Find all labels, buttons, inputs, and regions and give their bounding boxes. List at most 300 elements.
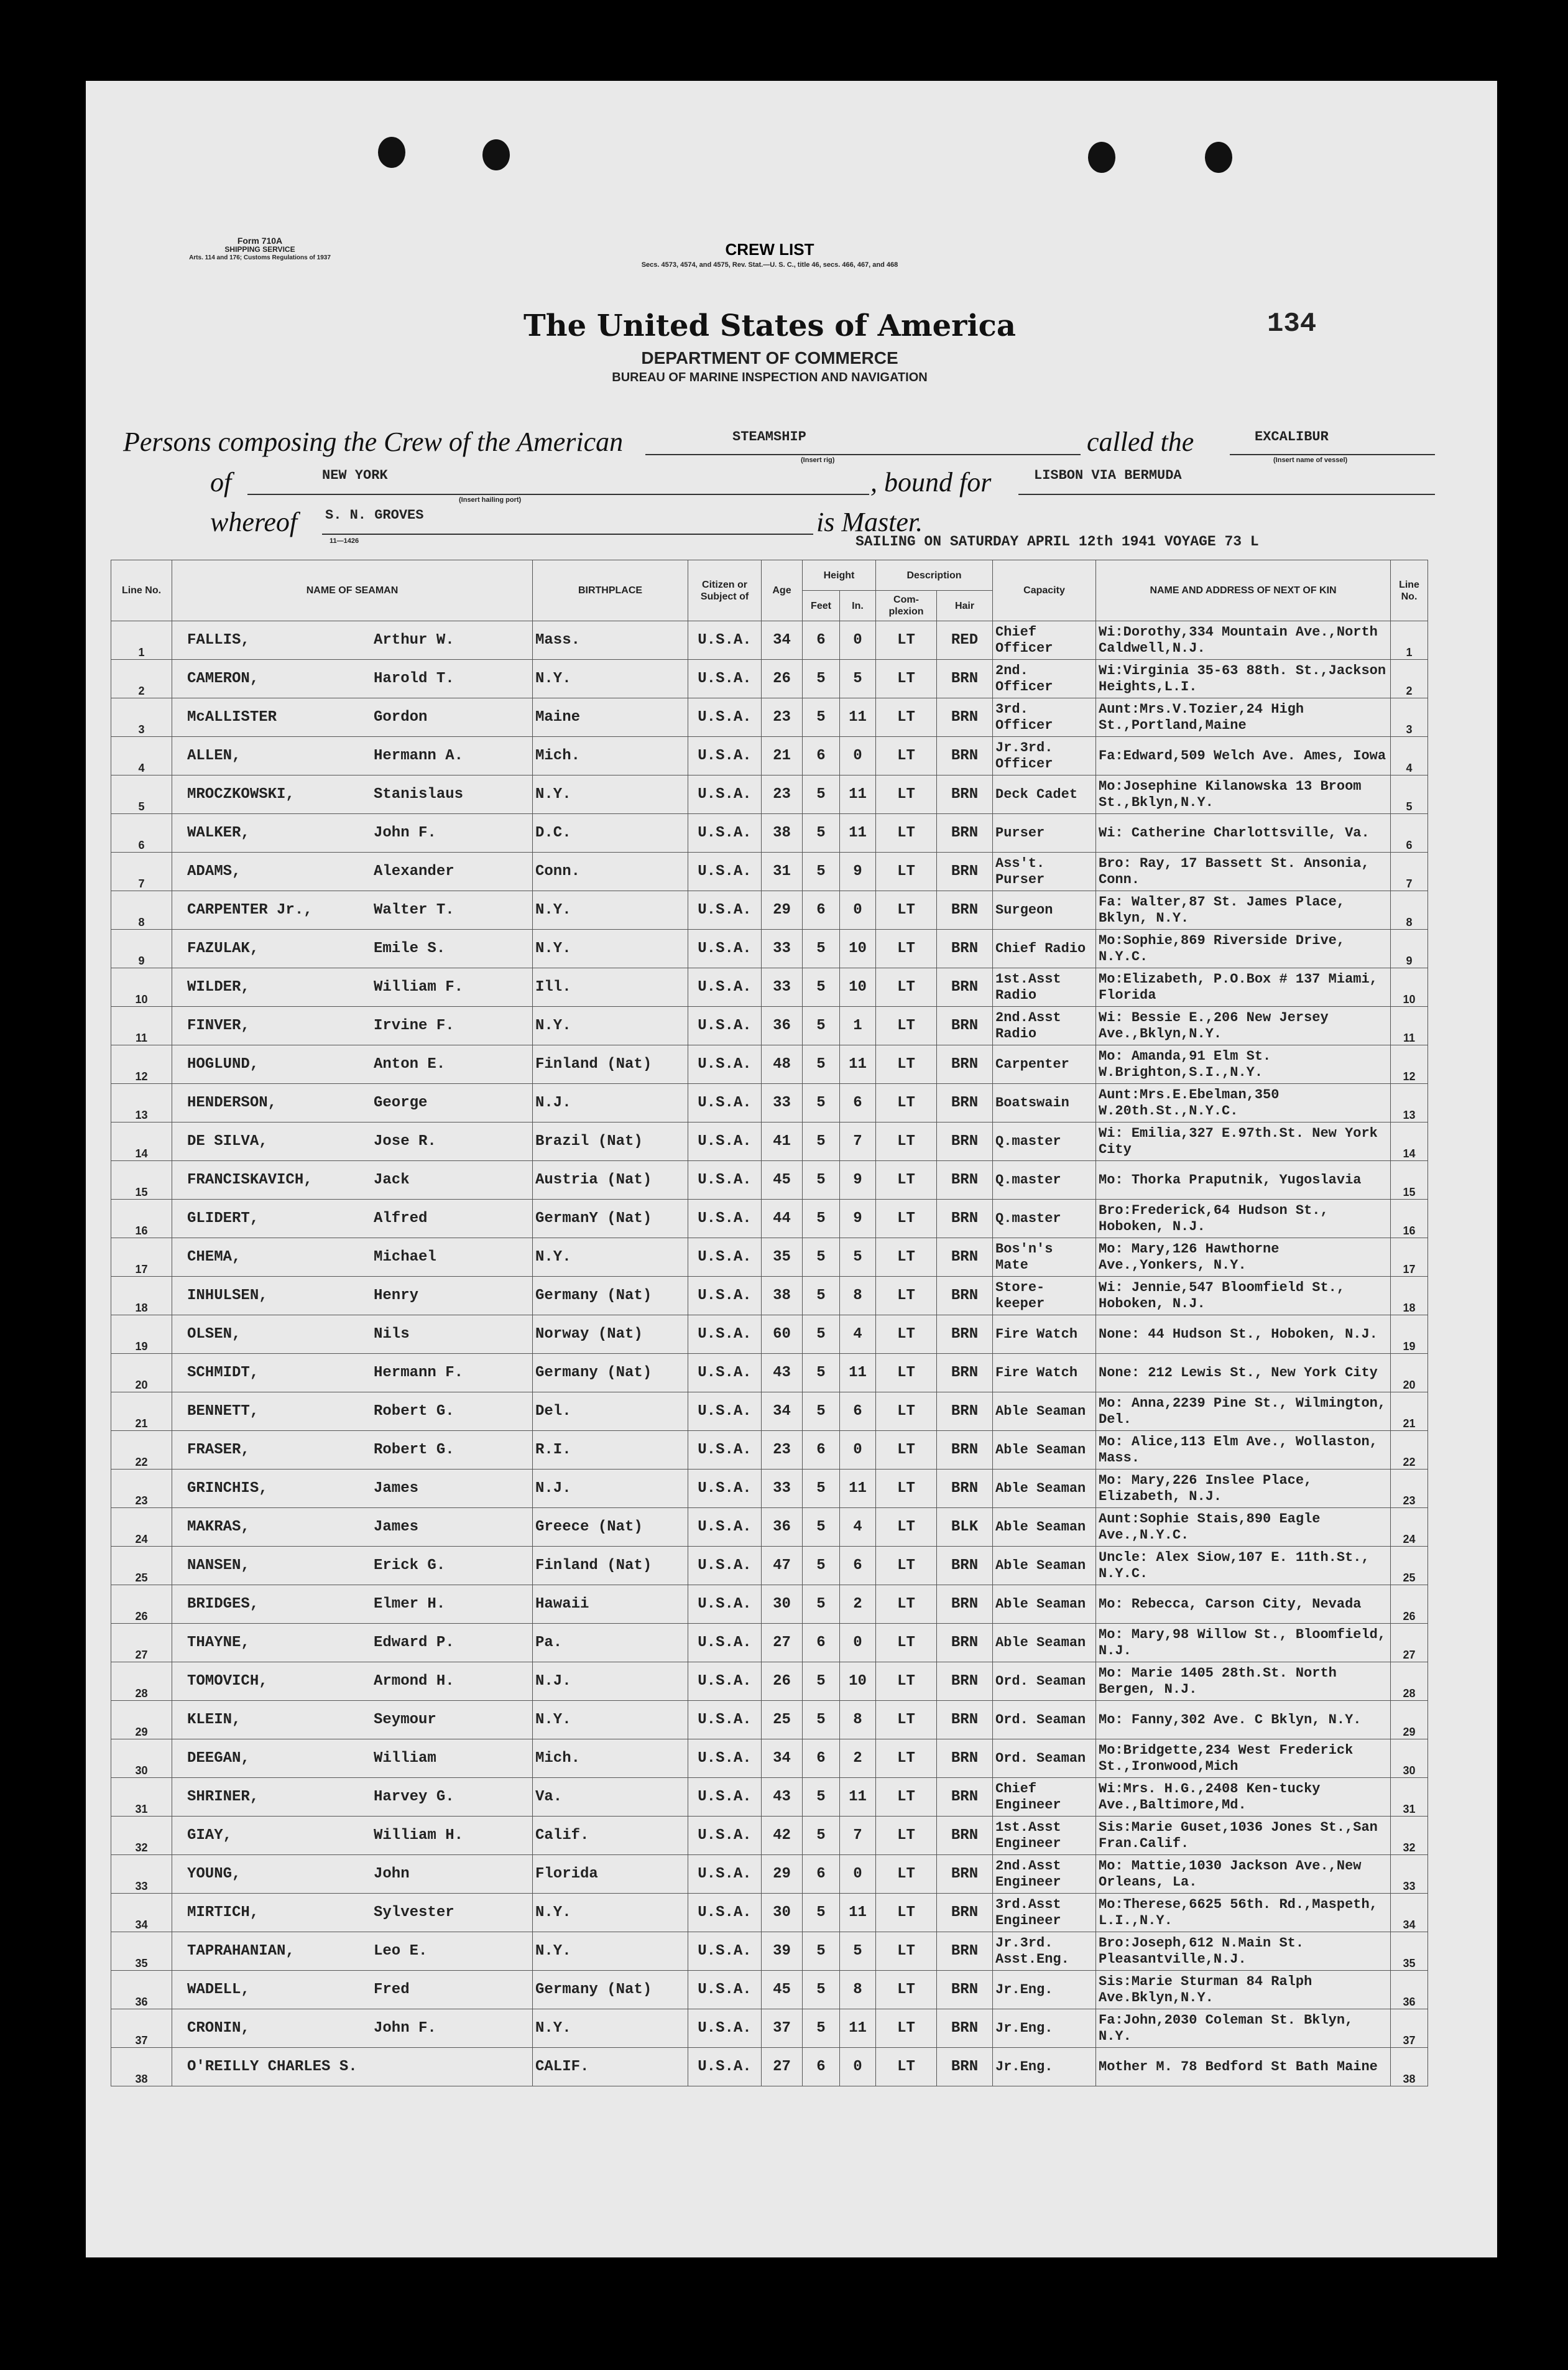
row-birthplace: N.J. [533, 1662, 688, 1701]
row-age: 23 [762, 698, 803, 737]
vessel-line [1230, 454, 1435, 455]
row-name [172, 1007, 533, 1045]
row-next-of-kin: Wi: Emilia,327 E.97th.St. New York City [1096, 1123, 1391, 1161]
row-complexion: LT [876, 1894, 937, 1932]
row-next-of-kin: Sis:Marie Guset,1036 Jones St.,San Fran.Calif. [1096, 1817, 1391, 1855]
table-row [111, 930, 1428, 968]
row-complexion: LT [876, 1624, 937, 1662]
row-line-no: 9 [111, 930, 172, 968]
row-inches: 7 [840, 1817, 876, 1855]
row-inches: 11 [840, 698, 876, 737]
seaman-given-name: Jose R. [374, 1133, 436, 1150]
seaman-surname: NANSEN, [187, 1557, 250, 1574]
row-line-no-right: 25 [1391, 1547, 1428, 1585]
row-line-no-right: 37 [1391, 2009, 1428, 2048]
row-next-of-kin: Wi: Bessie E.,206 New Jersey Ave.,Bklyn,N.Y. [1096, 1007, 1391, 1045]
table-row [111, 737, 1428, 775]
row-line-no: 15 [111, 1161, 172, 1200]
row-complexion: LT [876, 930, 937, 968]
row-citizen: U.S.A. [688, 1392, 762, 1431]
row-hair: BRN [937, 1315, 993, 1354]
crew-rows [111, 621, 1428, 2086]
table-row [111, 1778, 1428, 1817]
row-complexion: LT [876, 621, 937, 660]
row-next-of-kin: Fa: Walter,87 St. James Place, Bklyn, N.Y. [1096, 891, 1391, 930]
row-next-of-kin: Mo: Anna,2239 Pine St., Wilmington, Del. [1096, 1392, 1391, 1431]
row-birthplace: N.Y. [533, 930, 688, 968]
row-hair: BRN [937, 1855, 993, 1894]
row-feet: 5 [803, 1200, 840, 1238]
row-next-of-kin: Mo:Elizabeth, P.O.Box # 137 Miami, Florida [1096, 968, 1391, 1007]
row-line-no: 33 [111, 1855, 172, 1894]
row-name [172, 698, 533, 737]
form-service: SHIPPING SERVICE [224, 245, 295, 254]
row-next-of-kin: Mo: Mary,226 Inslee Place, Elizabeth, N.J. [1096, 1470, 1391, 1508]
row-inches: 1 [840, 1007, 876, 1045]
seaman-surname: TOMOVICH, [187, 1673, 268, 1690]
row-age: 38 [762, 814, 803, 853]
row-complexion: LT [876, 1855, 937, 1894]
seaman-surname: GIAY, [187, 1827, 233, 1844]
row-hair: RED [937, 621, 993, 660]
row-capacity: Able Seaman [993, 1392, 1096, 1431]
header-line-no-right: Line No. [1391, 560, 1428, 621]
row-line-no-right: 21 [1391, 1392, 1428, 1431]
row-citizen: U.S.A. [688, 1585, 762, 1624]
row-hair: BRN [937, 2009, 993, 2048]
master-line [322, 534, 813, 535]
row-birthplace: N.Y. [533, 1007, 688, 1045]
vessel-name: EXCALIBUR [1255, 429, 1329, 445]
row-line-no-right: 23 [1391, 1470, 1428, 1508]
row-next-of-kin: Wi:Mrs. H.G.,2408 Ken-tucky Ave.,Baltimore,Md. [1096, 1778, 1391, 1817]
row-line-no-right: 2 [1391, 660, 1428, 698]
row-name [172, 1470, 533, 1508]
seaman-surname: KLEIN, [187, 1711, 241, 1728]
row-line-no-right: 36 [1391, 1971, 1428, 2009]
row-line-no: 37 [111, 2009, 172, 2048]
row-name [172, 1971, 533, 2009]
row-next-of-kin: Mo: Alice,113 Elm Ave., Wollaston, Mass. [1096, 1431, 1391, 1470]
row-name [172, 1778, 533, 1817]
seaman-surname: CHEMA, [187, 1249, 241, 1266]
row-citizen: U.S.A. [688, 775, 762, 814]
row-next-of-kin: Sis:Marie Sturman 84 Ralph Ave.Bklyn,N.Y. [1096, 1971, 1391, 2009]
header-capacity: Capacity [993, 560, 1096, 621]
row-hair: BRN [937, 891, 993, 930]
table-row [111, 1547, 1428, 1585]
row-line-no: 18 [111, 1277, 172, 1315]
row-hair: BRN [937, 1971, 993, 2009]
row-line-no-right: 8 [1391, 891, 1428, 930]
persons-label: Persons composing the Crew of the American [123, 427, 624, 457]
row-age: 23 [762, 775, 803, 814]
row-line-no-right: 17 [1391, 1238, 1428, 1277]
row-complexion: LT [876, 891, 937, 930]
row-line-no-right: 38 [1391, 2048, 1428, 2086]
seaman-surname: MIRTICH, [187, 1904, 259, 1921]
row-birthplace: Germany (Nat) [533, 1971, 688, 2009]
seaman-given-name: Hermann A. [374, 748, 464, 764]
table-row [111, 1084, 1428, 1123]
row-birthplace: Va. [533, 1778, 688, 1817]
row-next-of-kin: Bro:Frederick,64 Hudson St., Hoboken, N.J. [1096, 1200, 1391, 1238]
table-row [111, 1739, 1428, 1778]
seaman-given-name: Stanislaus [374, 786, 464, 803]
row-capacity: Bos'n's Mate [993, 1238, 1096, 1277]
row-age: 34 [762, 1392, 803, 1431]
row-capacity: Jr.Eng. [993, 2048, 1096, 2086]
row-birthplace: GermanY (Nat) [533, 1200, 688, 1238]
row-capacity: Chief Engineer [993, 1778, 1096, 1817]
row-inches: 6 [840, 1084, 876, 1123]
row-feet: 5 [803, 1585, 840, 1624]
table-row [111, 1624, 1428, 1662]
row-inches: 2 [840, 1585, 876, 1624]
row-line-no-right: 28 [1391, 1662, 1428, 1701]
row-complexion: LT [876, 1585, 937, 1624]
statute-reference: Secs. 4573, 4574, and 4575, Rev. Stat.—U. S. C., title 46, secs. 466, 467, and 468 [641, 261, 898, 269]
row-hair: BRN [937, 1045, 993, 1084]
seaman-given-name: John F. [374, 825, 436, 841]
row-citizen: U.S.A. [688, 1123, 762, 1161]
table-row [111, 814, 1428, 853]
seaman-given-name: Harold T. [374, 670, 454, 687]
row-citizen: U.S.A. [688, 1238, 762, 1277]
row-capacity: Deck Cadet [993, 775, 1096, 814]
crew-list-document [86, 81, 1497, 2257]
row-inches: 0 [840, 621, 876, 660]
row-next-of-kin: Mo: Mary,126 Hawthorne Ave.,Yonkers, N.Y. [1096, 1238, 1391, 1277]
seaman-given-name: Arthur W. [374, 632, 454, 649]
row-age: 26 [762, 660, 803, 698]
row-citizen: U.S.A. [688, 968, 762, 1007]
row-age: 38 [762, 1277, 803, 1315]
row-birthplace: N.Y. [533, 660, 688, 698]
seaman-surname: MAKRAS, [187, 1519, 250, 1535]
port-hint: (Insert hailing port) [459, 496, 522, 504]
row-inches: 11 [840, 1470, 876, 1508]
row-line-no-right: 29 [1391, 1701, 1428, 1739]
row-citizen: U.S.A. [688, 814, 762, 853]
row-hair: BRN [937, 1739, 993, 1778]
row-capacity: Able Seaman [993, 1585, 1096, 1624]
row-age: 25 [762, 1701, 803, 1739]
row-feet: 6 [803, 1855, 840, 1894]
table-row [111, 1585, 1428, 1624]
row-next-of-kin: Mo: Mattie,1030 Jackson Ave.,New Orleans, La. [1096, 1855, 1391, 1894]
seaman-surname: TAPRAHANIAN, [187, 1943, 295, 1960]
row-age: 33 [762, 930, 803, 968]
punch-hole [1088, 142, 1115, 173]
row-feet: 5 [803, 775, 840, 814]
row-next-of-kin: Wi:Virginia 35-63 88th. St.,Jackson Heights,L.I. [1096, 660, 1391, 698]
row-complexion: LT [876, 1778, 937, 1817]
row-feet: 5 [803, 1470, 840, 1508]
row-inches: 10 [840, 1662, 876, 1701]
row-line-no-right: 35 [1391, 1932, 1428, 1971]
row-feet: 5 [803, 2009, 840, 2048]
header-description: Description [876, 560, 993, 591]
seaman-surname: FINVER, [187, 1017, 250, 1034]
row-next-of-kin: Fa:John,2030 Coleman St. Bklyn, N.Y. [1096, 2009, 1391, 2048]
row-name [172, 660, 533, 698]
seaman-surname: McALLISTER [187, 709, 277, 726]
row-complexion: LT [876, 660, 937, 698]
seaman-given-name: Irvine F. [374, 1017, 454, 1034]
master-name: S. N. GROVES [325, 507, 424, 523]
row-feet: 6 [803, 891, 840, 930]
row-age: 43 [762, 1778, 803, 1817]
row-name [172, 1855, 533, 1894]
row-line-no-right: 34 [1391, 1894, 1428, 1932]
table-row [111, 621, 1428, 660]
header-citizen: Citizen or Subject of [688, 560, 762, 621]
row-capacity: Q.master [993, 1123, 1096, 1161]
row-citizen: U.S.A. [688, 1817, 762, 1855]
row-feet: 6 [803, 2048, 840, 2086]
punch-hole [378, 137, 405, 168]
seaman-given-name: James [374, 1480, 419, 1497]
row-inches: 11 [840, 2009, 876, 2048]
row-inches: 0 [840, 2048, 876, 2086]
punch-hole [1205, 142, 1232, 173]
row-line-no-right: 15 [1391, 1161, 1428, 1200]
row-line-no-right: 16 [1391, 1200, 1428, 1238]
table-row [111, 853, 1428, 891]
row-age: 48 [762, 1045, 803, 1084]
row-citizen: U.S.A. [688, 2048, 762, 2086]
seaman-given-name: John [374, 1866, 410, 1882]
seaman-surname: HOGLUND, [187, 1056, 259, 1073]
row-capacity: 2nd. Officer [993, 660, 1096, 698]
seaman-surname: WADELL, [187, 1981, 250, 1998]
row-next-of-kin: Mo: Fanny,302 Ave. C Bklyn, N.Y. [1096, 1701, 1391, 1739]
row-citizen: U.S.A. [688, 1315, 762, 1354]
row-line-no: 38 [111, 2048, 172, 2086]
seaman-given-name: Jack [374, 1172, 410, 1188]
row-name [172, 1045, 533, 1084]
row-line-no-right: 24 [1391, 1508, 1428, 1547]
row-complexion: LT [876, 1547, 937, 1585]
row-complexion: LT [876, 1932, 937, 1971]
row-age: 37 [762, 2009, 803, 2048]
row-birthplace: CALIF. [533, 2048, 688, 2086]
row-citizen: U.S.A. [688, 2009, 762, 2048]
row-inches: 5 [840, 1932, 876, 1971]
seaman-given-name: Gordon [374, 709, 428, 726]
table-row [111, 2048, 1428, 2086]
table-row [111, 1701, 1428, 1739]
row-next-of-kin: Aunt:Mrs.E.Ebelman,350 W.20th.St.,N.Y.C. [1096, 1084, 1391, 1123]
row-age: 45 [762, 1161, 803, 1200]
row-line-no-right: 32 [1391, 1817, 1428, 1855]
row-feet: 6 [803, 1739, 840, 1778]
seaman-surname: FRANCISKAVICH, [187, 1172, 313, 1188]
row-name [172, 1701, 533, 1739]
row-next-of-kin: Mo:Bridgette,234 West Frederick St.,Ironwood,Mich [1096, 1739, 1391, 1778]
row-age: 26 [762, 1662, 803, 1701]
row-hair: BRN [937, 1817, 993, 1855]
seaman-given-name: Emile S. [374, 940, 446, 957]
row-capacity: 3rd.Asst Engineer [993, 1894, 1096, 1932]
crew-table [111, 560, 1428, 2086]
row-line-no-right: 4 [1391, 737, 1428, 775]
row-birthplace: N.Y. [533, 2009, 688, 2048]
form-number: Form 710A [237, 236, 283, 246]
header-height: Height [803, 560, 876, 591]
row-next-of-kin: None: 212 Lewis St., New York City [1096, 1354, 1391, 1392]
row-capacity: Store-keeper [993, 1277, 1096, 1315]
row-feet: 5 [803, 930, 840, 968]
row-complexion: LT [876, 698, 937, 737]
row-birthplace: Maine [533, 698, 688, 737]
row-complexion: LT [876, 1431, 937, 1470]
row-inches: 11 [840, 1894, 876, 1932]
row-feet: 5 [803, 1508, 840, 1547]
row-age: 39 [762, 1932, 803, 1971]
row-next-of-kin: Wi: Jennie,547 Bloomfield St., Hoboken, N.J. [1096, 1277, 1391, 1315]
row-next-of-kin: None: 44 Hudson St., Hoboken, N.J. [1096, 1315, 1391, 1354]
seaman-given-name: William [374, 1750, 436, 1767]
row-line-no: 7 [111, 853, 172, 891]
row-inches: 0 [840, 1624, 876, 1662]
row-hair: BRN [937, 1701, 993, 1739]
row-age: 34 [762, 621, 803, 660]
row-complexion: LT [876, 1045, 937, 1084]
rig-hint: (Insert rig) [801, 456, 835, 464]
row-line-no: 28 [111, 1662, 172, 1701]
row-age: 42 [762, 1817, 803, 1855]
row-citizen: U.S.A. [688, 1431, 762, 1470]
row-line-no: 24 [111, 1508, 172, 1547]
row-hair: BRN [937, 1624, 993, 1662]
seaman-given-name: John F. [374, 2020, 436, 2037]
header-kin: NAME AND ADDRESS OF NEXT OF KIN [1096, 560, 1391, 621]
row-capacity: Fire Watch [993, 1315, 1096, 1354]
seaman-given-name: Robert G. [374, 1403, 454, 1420]
rig-line [645, 454, 1081, 455]
row-capacity: Chief Officer [993, 621, 1096, 660]
row-line-no: 11 [111, 1007, 172, 1045]
row-capacity: 1st.Asst Engineer [993, 1817, 1096, 1855]
row-feet: 5 [803, 1894, 840, 1932]
row-citizen: U.S.A. [688, 1701, 762, 1739]
row-inches: 7 [840, 1123, 876, 1161]
called-label: called the [1087, 427, 1194, 457]
row-citizen: U.S.A. [688, 1161, 762, 1200]
row-citizen: U.S.A. [688, 1470, 762, 1508]
row-capacity: Jr.3rd. Officer [993, 737, 1096, 775]
row-name [172, 737, 533, 775]
row-citizen: U.S.A. [688, 1508, 762, 1547]
row-inches: 11 [840, 1045, 876, 1084]
punch-hole [482, 139, 510, 170]
row-name [172, 1624, 533, 1662]
header-name: NAME OF SEAMAN [172, 560, 533, 621]
row-name [172, 1585, 533, 1624]
row-citizen: U.S.A. [688, 853, 762, 891]
row-hair: BRN [937, 775, 993, 814]
seaman-given-name: Alfred [374, 1210, 428, 1227]
row-hair: BRN [937, 1392, 993, 1431]
row-next-of-kin: Wi: Catherine Charlottsville, Va. [1096, 814, 1391, 853]
row-name [172, 1315, 533, 1354]
row-name [172, 1238, 533, 1277]
row-feet: 6 [803, 737, 840, 775]
row-citizen: U.S.A. [688, 1971, 762, 2009]
row-inches: 10 [840, 930, 876, 968]
row-hair: BRN [937, 1932, 993, 1971]
row-feet: 5 [803, 1547, 840, 1585]
row-feet: 5 [803, 1778, 840, 1817]
row-capacity: Ass't. Purser [993, 853, 1096, 891]
row-complexion: LT [876, 1392, 937, 1431]
row-next-of-kin: Fa:Edward,509 Welch Ave. Ames, Iowa [1096, 737, 1391, 775]
table-row [111, 891, 1428, 930]
row-capacity: 1st.Asst Radio [993, 968, 1096, 1007]
row-line-no: 32 [111, 1817, 172, 1855]
row-inches: 5 [840, 660, 876, 698]
row-line-no: 25 [111, 1547, 172, 1585]
seaman-given-name: Anton E. [374, 1056, 446, 1073]
row-feet: 5 [803, 1354, 840, 1392]
seaman-surname: GRINCHIS, [187, 1480, 268, 1497]
row-feet: 5 [803, 1045, 840, 1084]
row-age: 33 [762, 1084, 803, 1123]
row-citizen: U.S.A. [688, 1007, 762, 1045]
row-feet: 5 [803, 1161, 840, 1200]
row-line-no: 35 [111, 1932, 172, 1971]
row-hair: BRN [937, 853, 993, 891]
row-line-no: 17 [111, 1238, 172, 1277]
row-birthplace: Ill. [533, 968, 688, 1007]
row-name [172, 1392, 533, 1431]
row-line-no-right: 30 [1391, 1739, 1428, 1778]
table-row [111, 1932, 1428, 1971]
row-line-no: 22 [111, 1431, 172, 1470]
table-row [111, 1431, 1428, 1470]
row-complexion: LT [876, 1161, 937, 1200]
row-hair: BRN [937, 968, 993, 1007]
row-inches: 0 [840, 1855, 876, 1894]
row-birthplace: N.J. [533, 1470, 688, 1508]
seaman-surname: GLIDERT, [187, 1210, 259, 1227]
row-complexion: LT [876, 853, 937, 891]
seaman-surname: MROCZKOWSKI, [187, 786, 295, 803]
row-citizen: U.S.A. [688, 1045, 762, 1084]
seaman-given-name: Fred [374, 1981, 410, 1998]
row-complexion: LT [876, 1200, 937, 1238]
row-next-of-kin: Mo:Therese,6625 56th. Rd.,Maspeth, L.I.,N.Y. [1096, 1894, 1391, 1932]
row-birthplace: N.J. [533, 1084, 688, 1123]
row-next-of-kin: Aunt:Sophie Stais,890 Eagle Ave.,N.Y.C. [1096, 1508, 1391, 1547]
header-complexion: Com-plexion [876, 591, 937, 621]
row-hair: BRN [937, 1778, 993, 1817]
row-capacity: 3rd. Officer [993, 698, 1096, 737]
row-feet: 5 [803, 1123, 840, 1161]
row-line-no: 14 [111, 1123, 172, 1161]
row-name [172, 1277, 533, 1315]
row-age: 27 [762, 2048, 803, 2086]
header-birthplace: BIRTHPLACE [533, 560, 688, 621]
table-row [111, 1161, 1428, 1200]
row-feet: 6 [803, 1431, 840, 1470]
row-birthplace: N.Y. [533, 1238, 688, 1277]
row-feet: 5 [803, 814, 840, 853]
row-capacity: Jr.Eng. [993, 1971, 1096, 2009]
row-capacity: Ord. Seaman [993, 1701, 1096, 1739]
